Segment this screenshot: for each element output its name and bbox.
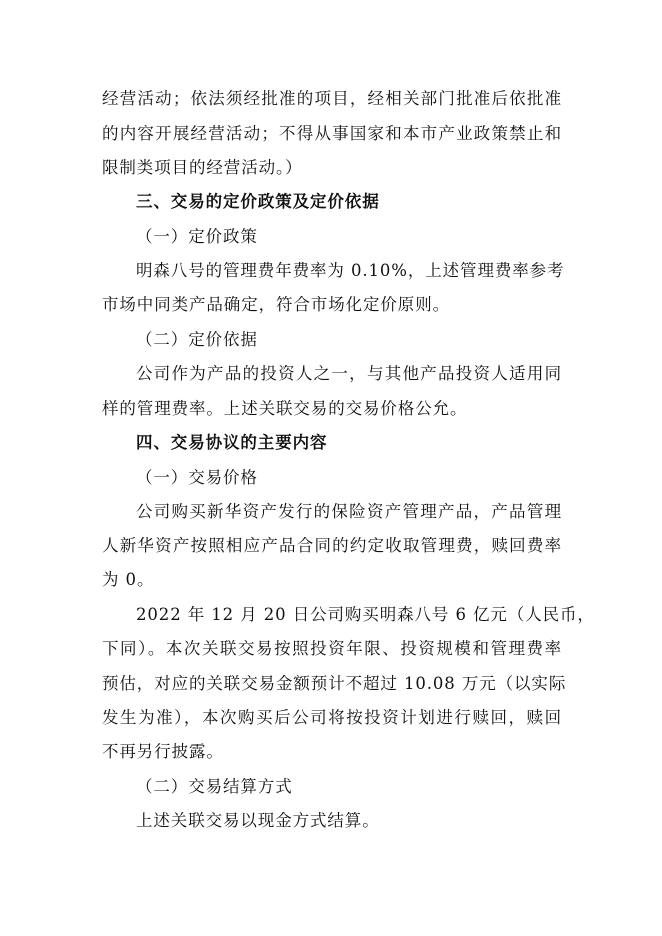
section-heading: 三、交易的定价政策及定价依据: [136, 192, 380, 211]
body-line: 公司购买新华资产发行的保险资产管理产品，产品管理: [136, 502, 562, 521]
body-line: 为 0。: [102, 570, 155, 589]
body-line: 经营活动；依法须经批准的项目，经相关部门批准后依批准: [102, 89, 562, 108]
subsection-heading: （一）交易价格: [136, 468, 258, 487]
subsection-heading: （一）定价政策: [136, 227, 258, 246]
section-heading: 四、交易协议的主要内容: [136, 433, 328, 452]
body-line: 限制类项目的经营活动。）: [102, 158, 303, 177]
body-line: 预估，对应的关联交易金额预计不超过 10.08 万元（以实际: [102, 674, 567, 693]
subsection-heading: （二）定价依据: [136, 330, 258, 349]
body-line: 上述关联交易以现金方式结算。: [136, 811, 380, 830]
body-line: 的内容开展经营活动；不得从事国家和本市产业政策禁止和: [102, 124, 562, 143]
body-line: 公司作为产品的投资人之一，与其他产品投资人适用同: [136, 364, 562, 383]
body-line: 不再另行披露。: [102, 742, 224, 761]
body-line: 明森八号的管理费年费率为 0.10%，上述管理费率参考: [136, 261, 565, 280]
body-line: 下同）。本次关联交易按照投资年限、投资规模和管理费率: [102, 639, 562, 658]
body-line: 人新华资产按照相应产品合同的约定收取管理费，赎回费率: [102, 536, 562, 555]
body-line: 发生为准），本次购买后公司将按投资计划进行赎回，赎回: [102, 708, 562, 727]
body-line: 样的管理费率。上述关联交易的交易价格公允。: [102, 399, 468, 418]
body-line: 2022 年 12 月 20 日公司购买明森八号 6 亿元（人民币，: [136, 605, 595, 624]
body-line: 市场中同类产品确定，符合市场化定价原则。: [102, 295, 450, 314]
subsection-heading: （二）交易结算方式: [136, 777, 293, 796]
